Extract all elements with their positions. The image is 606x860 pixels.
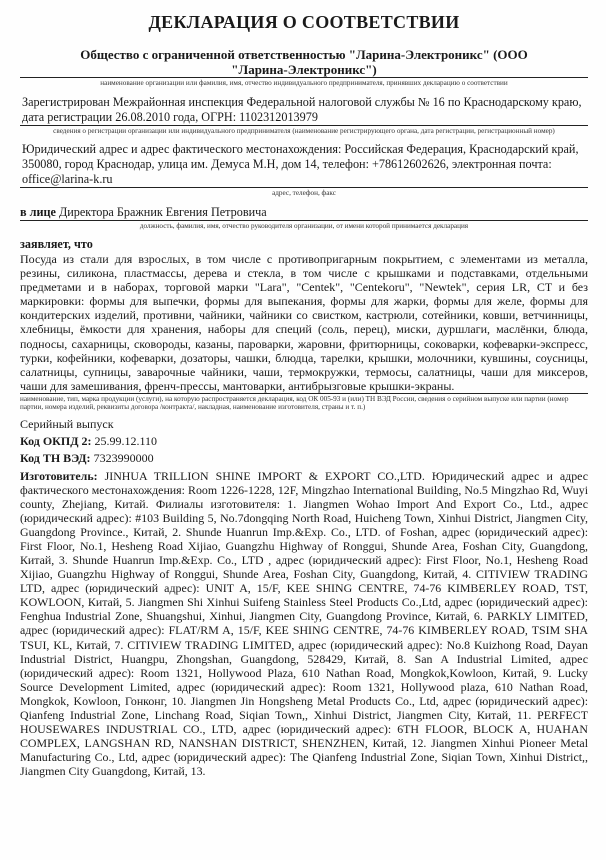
address-info: Юридический адрес и адрес фактического местонахождения: Российская Федерация, Краснодарский край, 350080, город Краснодар, улица им. Демуса М.Н, дом 14, телефон: +78612602626, электронная почта: office@larina-k.ru — [20, 142, 588, 188]
representative-name: Директора Бражник Евгения Петровича — [58, 204, 267, 219]
tnved-label: Код ТН ВЭД: — [20, 450, 91, 465]
tnved-code-line — [20, 450, 588, 467]
manufacturer-label: Изготовитель: — [20, 468, 98, 483]
representative-prefix: в лице — [20, 204, 56, 219]
manufacturer-section — [20, 469, 588, 778]
okpd-code-line — [20, 433, 588, 450]
document-title: ДЕКЛАРАЦИЯ О СООТВЕТСТВИИ — [148, 12, 460, 32]
representative-caption: должность, фамилия, имя, отчество руководителя организации, от имени которой принимается декларация — [139, 221, 469, 230]
organization-name: Общество с ограниченной ответственностью "Ларина-Электроникс" (ООО "Ларина-Электроникс") — [20, 47, 588, 78]
representative-line — [20, 205, 588, 221]
manufacturer-text: JINHUA TRILLION SHINE IMPORT & EXPORT CO.,LTD. Юридический адрес и адрес фактического местонахождения: Room 1226-1228, 12F, Mingzhao International Building, No.5 Mingzhao Rd, Wuyi county, Zhejiang, Китай. Филиалы изготовителя: 1. Jiangmen Wohao Import And Export Co., Ltd., адрес (юридический адрес): #103 Building 5, No.7dongqing North Road, Huicheng Town, Xinhui District, Jiangmen City, Guangdong Province., Китай, 2. Shunde Huanrun Imp.&Exp. Co., LTD. of Foshan, адрес (юридический адрес): First Floor, No.1, Hesheng Road Xijiao, Guangzhu Highway of Ronggui, Shunde Area, Foshan City, Guangdong, Китай, 3. Shunde Huanrun Imp.&Exp. Co., LTD , адрес (юридический адрес): First Floor, No.1, Hesheng Road Xijiao, Guangzhu Highway of Ronggui, Shunde Area, Foshan City, Guangdong, Китай, 4. CITIVIEW TRADING LTD, адрес (юридический адрес): UNIT A, 15/F, KEE SHING CENTRE, 74-76 KIMBERLEY ROAD, TST, KOWLOON, Китай, 5. Jiangmen Shi Xinhui Suifeng Stainless Steel Products Co.,Ltd, адрес (юридический адрес): Fenghua Industrial Zone, Shuangshui, Xinhui, Jiangmen City, Guangdong Province, Китай, 6. PARKLY LIMITED, адрес (юридический адрес): FLAT/RM A, 15/F, KEE SHING CENTRE, 74-76 KIMBERLEY ROAD, TSIM SHA TSUI, KL, Китай, 7. CITIVIEW TRADING LIMITED, адрес (юридический адрес): No.8 Kuizhong Road, Dayan Industrial District, Huangpu, Zhongshan, Guangdong, 528429, Китай, 8. San A Industrial Limited, адрес (юридический адрес): Room 1321, Hollywood Plaza, 610 Nathan Road, Mongkok,Kowloon, Китай, 9. Lucky Source Development Limited, адрес (юридический адрес): Room 1321, Hollywood plaza, 610 Nathan Road, Mongkok, Kowloon, Гонконг, 10. Jiangmen Jin Hongsheng Metal Products Co., Ltd, адрес (юридический адрес): Qianfeng Industrial Zone, Linchang Road, Siqian Town,, Xinhui District, Jiangmen City, Китай, 11. PERFECT HOUSEWARES INDUSTRIAL CO., LTD, адрес (юридический адрес): 6TH FLOOR, BLOCK A, HUAHAN COMPLEX, LANGSHAN RD, NANSHAN DISTRICT, SHENZHEN, Китай, 12. Jiangmen Xinhui Pioneer Metal Manufacturing Co., Ltd, адрес (юридический адрес): The Qianfeng Industrial Zone, Siqian Town, Xinhui District,, Jiangmen City Guangdong, Китай, 13. — [20, 468, 588, 778]
product-caption: наименование, тип, марка продукции (услуги), на которую распространяется декларация, код ОК 005-93 и (или) ТН ВЭД России, сведения о серийном выпуске или партии (номер партии, номера изделий, реквизиты договора /контракта/, накладная, наименование изготовителя, страны и т. п.) — [20, 394, 569, 412]
registration-info: Зарегистрирован Межрайонная инспекция Федеральной налоговой службы № 16 по Краснодарскому краю, дата регистрации 26.08.2010 года, ОГРН: 1102312013979 — [20, 95, 588, 126]
okpd-value: 25.99.12.110 — [94, 433, 158, 448]
tnved-value: 7323990000 — [93, 450, 154, 465]
okpd-label: Код ОКПД 2: — [20, 433, 92, 448]
product-description: Посуда из стали для взрослых, в том числе с противопригарным покрытием, с элементами из металла, резины, силикона, пластмассы, дерева и стекла, в том числе с крышками и подставками, отдельными предметами и в наборах, торговой марки "Lara", "Centek", "Centekoru", "Newtek", серия LR, CT и без маркировки: формы для выпечки, формы для выпекания, формы для жарки, формы для желе, формы для кондитерских изделий, противни, чайники, чайники со свистком, кастрюли, сотейники, ковши, ветчинницы, хлебницы, ёмкости для хранения, наборы для специй (соль, перец), миски, дуршлаги, маслёнки, блюда, подносы, сахарницы, сковороды, казаны, пароварки, жаровни, фритюрницы, соковарки, кофеварки-экспресс, турки, кофейники, кофеварки, дозаторы, чашки, блюдца, тарелки, крышки, молочники, кувшины, соусницы, салатницы, супницы, заварочные чайники, чаши, термокружки, термосы, салатницы, чаши для миксеров, чаши для замешивания, френч-прессы, мантоварки, антибрызговые крышки-экраны. — [20, 252, 588, 393]
address-caption: адрес, телефон, факс — [272, 189, 336, 197]
serial-release: Серийный выпуск — [20, 416, 114, 431]
declares-label: заявляет, что — [20, 237, 93, 251]
organization-caption: наименование организации или фамилия, имя, отчество индивидуального предпринимателя, принявших декларацию о соответствии — [100, 79, 508, 87]
registration-caption: сведения о регистрации организации или индивидуального предпринимателя (наименование регистрирующего органа, дата регистрации, регистрационный номер) — [53, 126, 555, 135]
